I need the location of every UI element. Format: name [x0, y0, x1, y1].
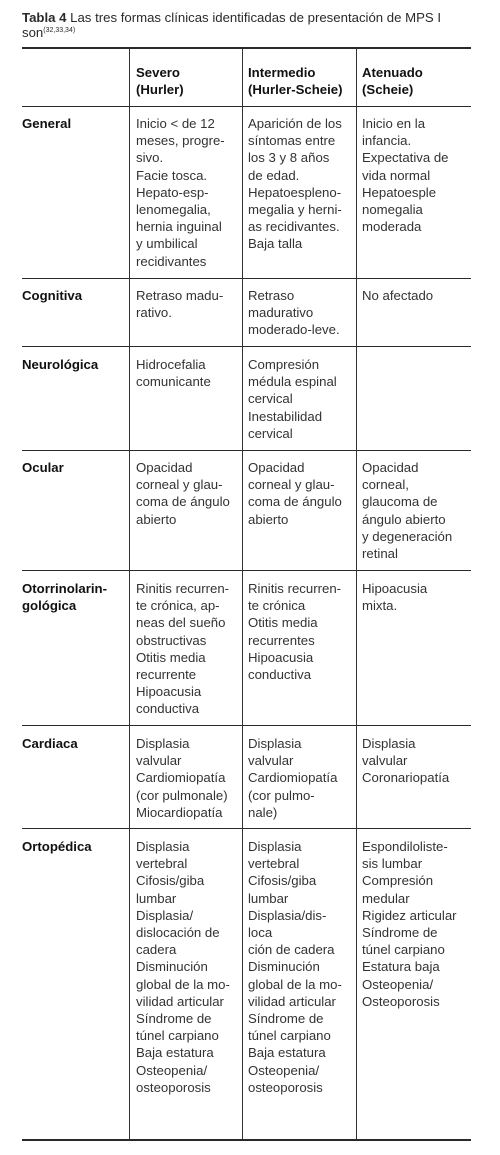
cell-cognitiva-severo: Retraso madu- rativo. — [136, 288, 224, 321]
cell-ocular-severo: Opacidad corneal y glau- coma de ángulo abierto — [136, 460, 230, 527]
cell-cognitiva-intermedio: Retraso madurativo moderado-leve. — [248, 288, 340, 338]
row-divider-cardiaca — [22, 828, 471, 829]
cell-ortopedica-severo: Displasia vertebral Cifosis/giba lumbar Displasia/ dislocación de cadera Disminución global de la mo- vilidad articular Síndrome de túnel carpiano Baja estatura Osteopenia/ osteoporosis — [136, 839, 230, 1095]
header-severo: Severo (Hurler) — [136, 65, 184, 98]
cell-ocular-intermedio: Opacidad corneal y glau- coma de ángulo abierto — [248, 460, 342, 527]
column-divider-2 — [242, 49, 243, 1139]
cell-ocular-atenuado: Opacidad corneal, glaucoma de ángulo abierto y degeneración retinal — [362, 460, 453, 562]
row-label-general: General — [22, 116, 72, 131]
cell-cognitiva-atenuado: No afectado — [362, 288, 434, 303]
header-atenuado: Atenuado (Scheie) — [362, 65, 423, 98]
header-intermedio: Intermedio (Hurler-Scheie) — [248, 65, 343, 98]
cell-neurologica-severo: Hidrocefalia comunicante — [136, 357, 211, 390]
cell-cardiaca-atenuado: Displasia valvular Coronariopatía — [362, 736, 450, 786]
cell-ortopedica-intermedio: Displasia vertebral Cifosis/giba lumbar Displasia/dis- loca ción de cadera Disminución global de la mo- vilidad articular Síndrome de túnel carpiano Baja estatura Osteopenia/ osteoporosis — [248, 839, 342, 1095]
row-divider-neurologica — [22, 450, 471, 451]
row-divider-otorrino — [22, 725, 471, 726]
cell-ortopedica-atenuado: Espondiloliste- sis lumbar Compresión medular Rigidez articular Síndrome de túnel carpiano Estatura baja Osteopenia/ Osteoporosis — [362, 839, 457, 1009]
row-label-cognitiva: Cognitiva — [22, 288, 83, 303]
row-label-cardiaca: Cardiaca — [22, 736, 78, 751]
table-title: Las tres formas clínicas identificadas de presentación de MPS I son — [22, 10, 442, 40]
bottom-rule — [22, 1139, 471, 1141]
cell-otorrino-atenuado: Hipoacusia mixta. — [362, 581, 428, 614]
table-caption — [22, 10, 472, 40]
cell-neurologica-intermedio: Compresión médula espinal cervical Inestabilidad cervical — [248, 357, 337, 441]
row-divider-ocular — [22, 570, 471, 571]
cell-general-severo: Inicio < de 12 meses, progre- sivo. Facie tosca. Hepato-esp- lenomegalia, hernia inguinal y umbilical recidivantes — [136, 116, 225, 269]
table-references: (32,33,34) — [43, 27, 76, 34]
row-divider-general — [22, 278, 471, 279]
header-rule — [22, 106, 471, 107]
cell-otorrino-intermedio: Rinitis recurren- te crónica Otitis media recurrentes Hipoacusia conductiva — [248, 581, 342, 683]
cell-cardiaca-intermedio: Displasia valvular Cardiomiopatía (cor pulmo- nale) — [248, 736, 338, 820]
row-label-otorrino: Otorrinolarin- gológica — [22, 581, 107, 614]
column-divider-3 — [356, 49, 357, 1139]
row-divider-cognitiva — [22, 346, 471, 347]
cell-general-atenuado: Inicio en la infancia. Expectativa de vida normal Hepatoesple nomegalia moderada — [362, 116, 449, 235]
cell-cardiaca-severo: Displasia valvular Cardiomiopatía (cor pulmonale) Miocardiopatía — [136, 736, 228, 820]
cell-general-intermedio: Aparición de los síntomas entre los 3 y 8 años de edad. Hepatoespleno- megalia y herni- as recidivantes. Baja talla — [248, 116, 342, 252]
row-label-ocular: Ocular — [22, 460, 64, 475]
table-number: Tabla 4 — [22, 10, 67, 25]
cell-otorrino-severo: Rinitis recurren- te crónica, ap- neas del sueño obstructivas Otitis media recurrente Hipoacusia conductiva — [136, 581, 230, 717]
row-label-neurologica: Neurológica — [22, 357, 99, 372]
top-rule — [22, 47, 471, 49]
column-divider-1 — [129, 49, 130, 1139]
row-label-ortopedica: Ortopédica — [22, 839, 92, 854]
